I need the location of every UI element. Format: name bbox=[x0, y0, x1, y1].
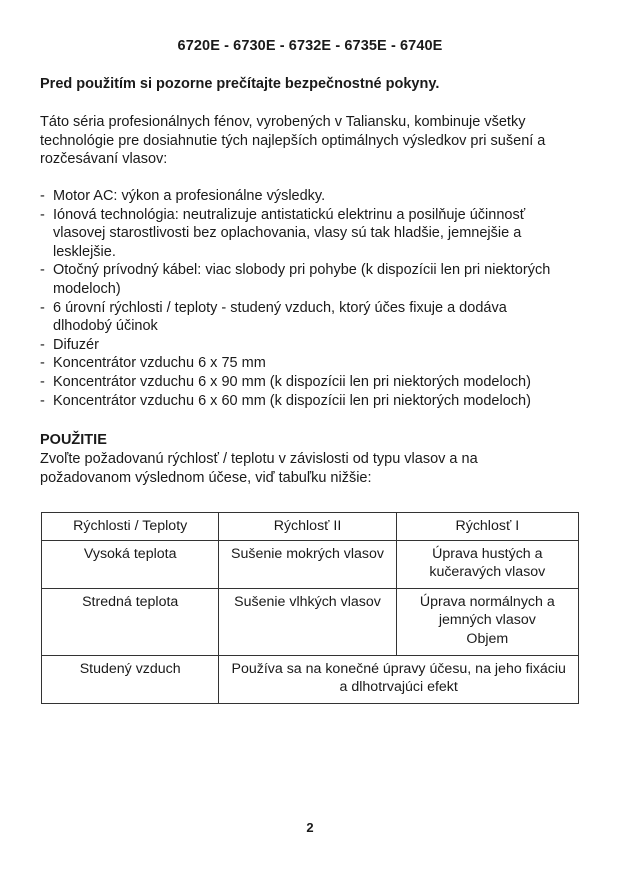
feature-line: Koncentrátor vzduchu 6 x 60 mm (k dispozícii len pri niektorých modeloch) bbox=[53, 392, 531, 409]
table-cell: Sušenie vlhkých vlasov bbox=[219, 588, 396, 655]
cell-line: a dlhotrvajúci efekt bbox=[339, 679, 458, 696]
feature-line: 6 úrovní rýchlosti / teploty - studený vzduch, ktorý účes fixuje a dodáva bbox=[53, 299, 507, 316]
table-cell: Vysoká teplota bbox=[42, 540, 219, 588]
feature-line: modeloch) bbox=[53, 280, 121, 297]
table-row bbox=[42, 540, 579, 588]
feature-line: Koncentrátor vzduchu 6 x 90 mm (k dispozícii len pri niektorých modeloch) bbox=[53, 373, 531, 390]
feature-line: dlhodobý účinok bbox=[53, 318, 158, 335]
feature-item bbox=[40, 299, 590, 336]
feature-line: vlasovej starostlivosti bez oplachovania, vlasy sú tak hladšie, jemnejšie a bbox=[53, 225, 522, 242]
feature-line: lesklejšie. bbox=[53, 243, 116, 260]
list-dash: - bbox=[40, 355, 45, 372]
usage-heading: POUŽITIE bbox=[40, 432, 107, 448]
speed-temperature-table bbox=[41, 512, 579, 704]
table-cell-merged bbox=[219, 655, 579, 703]
cell-line: kučeravých vlasov bbox=[429, 564, 546, 581]
table-row bbox=[42, 588, 579, 655]
list-dash: - bbox=[40, 188, 45, 204]
feature-item bbox=[40, 336, 590, 355]
feature-line: Motor AC: výkon a profesionálne výsledky. bbox=[53, 188, 326, 204]
table-cell: Stredná teplota bbox=[42, 588, 219, 655]
feature-item bbox=[40, 373, 590, 392]
table-header-cell: Rýchlosť I bbox=[396, 513, 578, 541]
table-row bbox=[42, 655, 579, 703]
table-header-row bbox=[42, 513, 579, 541]
list-dash: - bbox=[40, 262, 45, 279]
list-dash: - bbox=[40, 299, 45, 316]
safety-warning: Pred použitím si pozorne prečítajte bezpečnostné pokyny. bbox=[40, 76, 440, 92]
list-dash: - bbox=[40, 392, 45, 409]
feature-item bbox=[40, 187, 590, 206]
feature-item bbox=[40, 392, 590, 411]
feature-item bbox=[40, 354, 590, 373]
table-header-cell: Rýchlosti / Teploty bbox=[42, 513, 219, 541]
feature-item bbox=[40, 261, 590, 298]
feature-line: Otočný prívodný kábel: viac slobody pri pohybe (k dispozícii len pri niektorých bbox=[53, 262, 551, 279]
usage-paragraph bbox=[40, 450, 560, 487]
intro-line: technológie pre dosiahnutie tých najlepších optimálnych výsledkov pri sušení a bbox=[40, 132, 546, 149]
cell-line: jemných vlasov bbox=[438, 612, 536, 629]
cell-line: Úprava hustých a bbox=[432, 545, 543, 562]
list-dash: - bbox=[40, 336, 45, 353]
usage-line: Zvoľte požadovanú rýchlosť / teplotu v závislosti od typu vlasov a na bbox=[40, 451, 478, 467]
feature-item bbox=[40, 206, 590, 262]
cell-line: Objem bbox=[466, 630, 509, 647]
feature-list bbox=[40, 187, 590, 410]
table-header-cell: Rýchlosť II bbox=[219, 513, 396, 541]
cell-line: Používa sa na konečné úpravy účesu, na jeho fixáciu bbox=[231, 660, 566, 677]
table-cell bbox=[396, 588, 578, 655]
table-cell bbox=[396, 540, 578, 588]
intro-paragraph bbox=[40, 113, 588, 169]
usage-line: požadovanom výslednom účese, viď tabuľku nižšie: bbox=[40, 469, 372, 486]
intro-line: rozčesávaní vlasov: bbox=[40, 151, 168, 168]
model-numbers-title: 6720E - 6730E - 6732E - 6735E - 6740E bbox=[177, 38, 443, 54]
feature-line: Difuzér bbox=[53, 336, 99, 353]
feature-line: Koncentrátor vzduchu 6 x 75 mm bbox=[53, 355, 266, 372]
table-cell: Studený vzduch bbox=[42, 655, 219, 703]
list-dash: - bbox=[40, 206, 45, 223]
intro-line: Táto séria profesionálnych fénov, vyrobených v Taliansku, kombinuje všetky bbox=[40, 114, 526, 130]
page-number: 2 bbox=[306, 820, 314, 835]
feature-line: Iónová technológia: neutralizuje antistatickú elektrinu a posilňuje účinnosť bbox=[53, 206, 526, 223]
list-dash: - bbox=[40, 373, 45, 390]
cell-line: Úprava normálnych a bbox=[419, 593, 555, 610]
table-cell: Sušenie mokrých vlasov bbox=[219, 540, 396, 588]
